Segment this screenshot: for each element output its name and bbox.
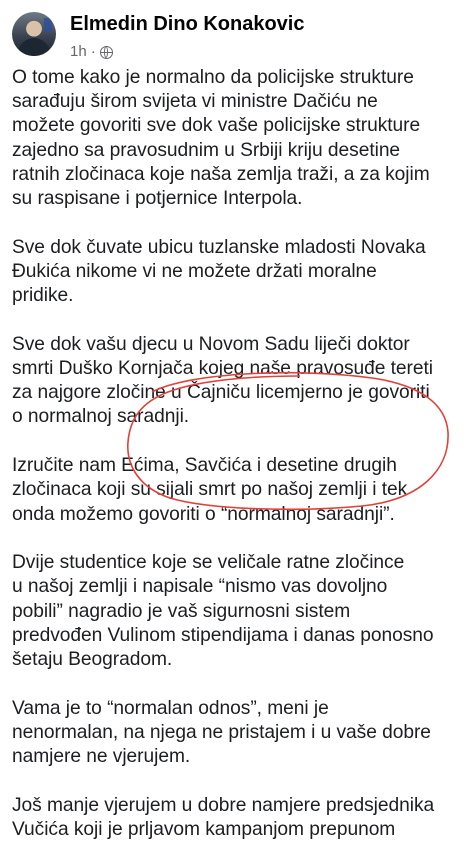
text-line: O tome kako je normalno da policijske strukture [12, 67, 414, 88]
text-line: su raspisane i potjernice Interpola. [12, 188, 303, 210]
post-paragraph [12, 551, 462, 672]
post-paragraph [12, 697, 462, 770]
text-line: u našoj zemlji i napisale “nismo vas dovoljno [12, 576, 388, 598]
text-line: ratnih zločinaca koje naša zemlja traži, a za kojim [12, 163, 430, 185]
text-line: zločinaca koji su sijali smrt po našoj zemlji i tek [12, 479, 408, 501]
text-line: za najgore zločine u Čajniču licemjerno je govoriti [12, 382, 430, 404]
text-line: Izručite nam Ećima, Savčića i desetine drugih [12, 455, 397, 477]
post-paragraph [12, 794, 462, 842]
text-line: pridike. [12, 285, 74, 307]
text-line: namjere ne vjerujem. [12, 746, 191, 768]
text-line: pobili” nagradio je vaš sigurnosni sistem [12, 600, 351, 622]
text-line: Đukića nikome vi ne možete držati moralne [12, 260, 377, 282]
post-paragraph [12, 66, 462, 211]
post-header [12, 10, 462, 62]
author-avatar[interactable] [12, 12, 56, 56]
post-paragraph [12, 333, 462, 430]
text-line: predvođen Vulinom stipendijama i danas ponosno [12, 624, 434, 646]
text-line: možete govoriti sve dok vaše policijske strukture [12, 115, 421, 137]
text-line: Vama je to “normalan odnos”, meni je [12, 697, 329, 719]
text-line: nenormalan, na njega ne pristajem i u vaše dobre [12, 721, 431, 743]
post-meta [70, 43, 113, 60]
author-name[interactable]: Elmedin Dino Konakovic [70, 13, 305, 35]
post-paragraph [12, 236, 462, 309]
text-line: šetaju Beogradom. [12, 649, 173, 671]
text-line: onda možemo govoriti o “normalnoj saradnji”. [12, 503, 395, 525]
post-time[interactable]: 1h [70, 43, 87, 60]
text-line: smrti Duško Kornjača kojeg naše pravosuđe tereti [12, 358, 433, 380]
globe-icon[interactable] [100, 46, 113, 59]
post-body [12, 66, 462, 867]
text-line: sarađuju širom svijeta vi ministre Dačiću ne [12, 91, 378, 113]
post-paragraph [12, 454, 462, 527]
text-line: Vučića koji je prljavom kampanjom prepunom [12, 819, 396, 841]
avatar-shoulders [18, 38, 50, 56]
flag-shape [44, 18, 52, 32]
text-line: o normalnoj saradnji. [12, 406, 190, 428]
text-line: zajedno sa pravosudnim u Srbiji kriju desetine [12, 139, 401, 161]
meta-separator: · [90, 43, 96, 60]
text-line: Sve dok vašu djecu u Novom Sadu liječi doktor [12, 333, 410, 355]
text-line: Još manje vjerujem u dobre namjere predsjednika [12, 794, 435, 816]
text-line: Dvije studentice koje se veličale ratne zločince [12, 552, 405, 574]
text-line: Sve dok čuvate ubicu tuzlanske mladosti Novaka [12, 236, 426, 258]
